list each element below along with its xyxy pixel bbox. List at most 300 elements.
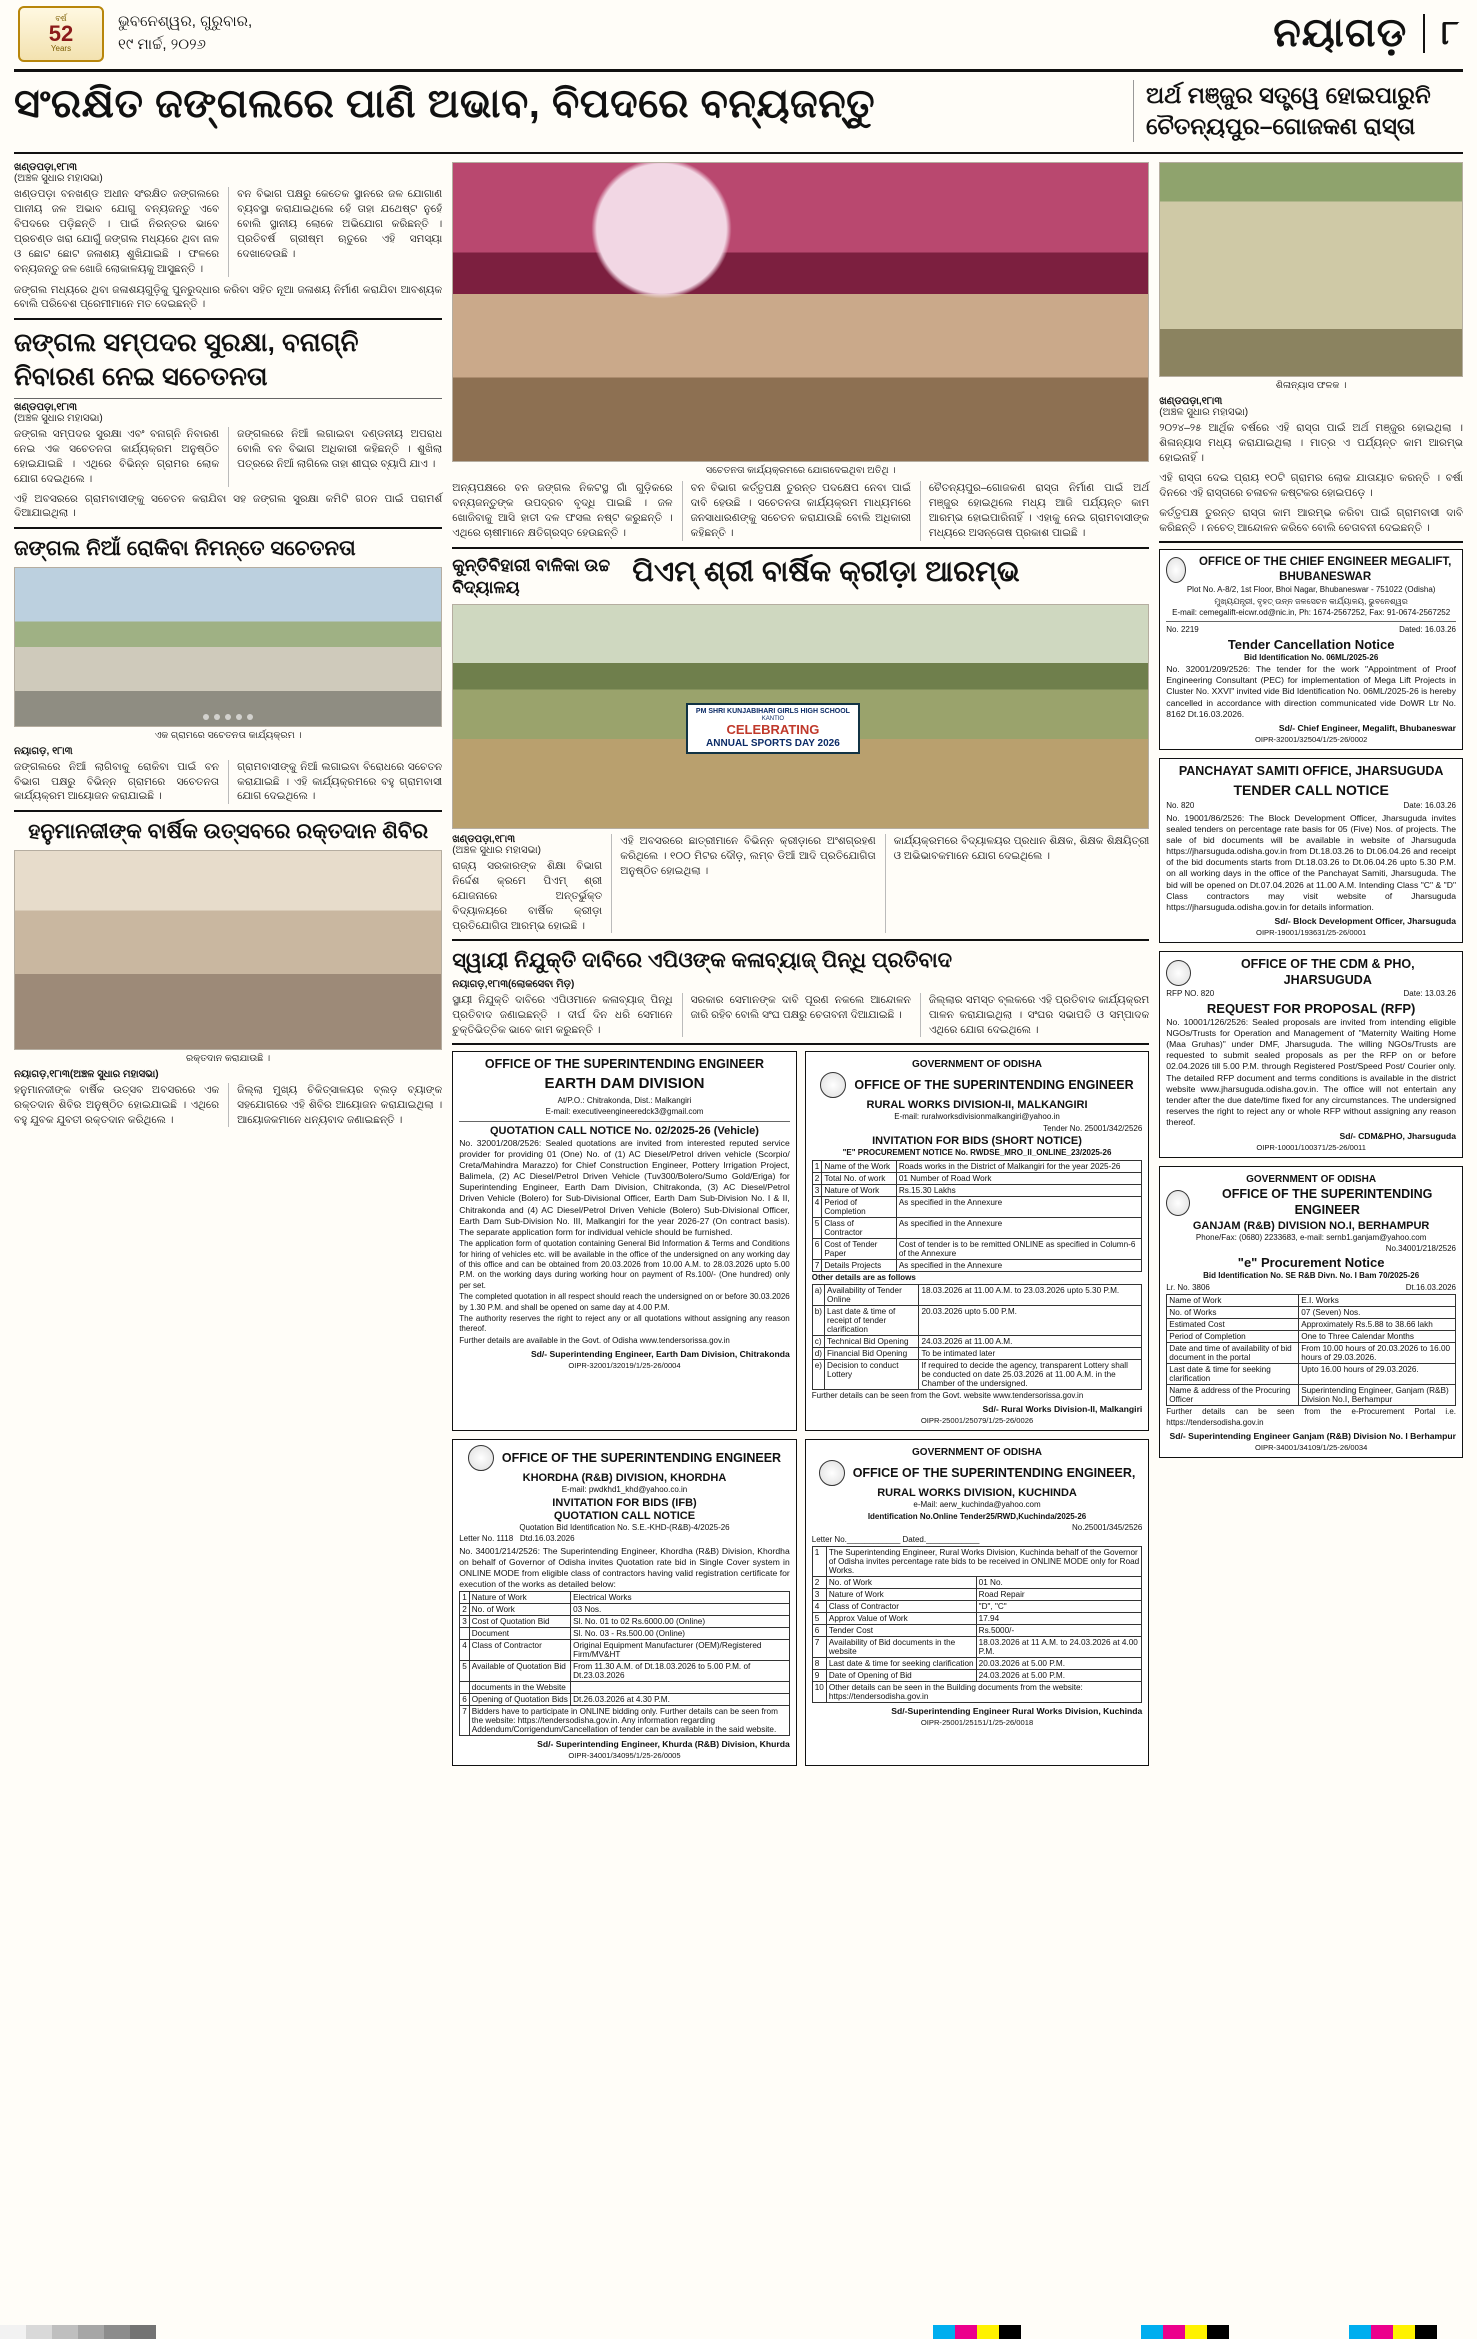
print-registration-bar <box>0 2317 1477 2339</box>
lead-cont-col-3: ଚୈତନ୍ୟପୁର–ଗୋଜକଣ ରାସ୍ତା ନିର୍ମାଣ ପାଇଁ ଅର୍ଥ ମଞ୍ଜୁର ହୋଇଥିଲେ ମଧ୍ୟ ଆଜି ପର୍ଯ୍ୟନ୍ତ କାମ ଆରମ୍ଭ ହୋଇପାରିନାହିଁ । ଏହାକୁ ନେଇ ଗ୍ରାମବାସୀଙ୍କ ମଧ୍ୟରେ ଅସନ୍ତୋଷ ପ୍ରକାଶ ପାଇଛି । <box>920 481 1149 541</box>
ganjam-subtitle: GANJAM (R&B) DIVISION NO.I, BERHAMPUR <box>1192 1219 1430 1232</box>
divider <box>452 547 1149 549</box>
cdm-pho-title: OFFICE OF THE CDM & PHO, JHARSUGUDA <box>1240 957 1415 987</box>
cell: a) <box>812 1285 824 1306</box>
divider <box>1166 621 1456 622</box>
fire-story-columns <box>14 760 442 805</box>
cell <box>460 1682 470 1694</box>
cell: 1 <box>460 1592 470 1604</box>
masthead-date: ୧୯ ମାର୍ଚ୍ଚ, ୨୦୨୬ <box>118 35 206 53</box>
megalift-no: No. 2219 <box>1166 625 1199 635</box>
cell: 3 <box>460 1616 470 1628</box>
divider <box>1159 541 1463 543</box>
road-col-1: ୨୦୨୪–୨୫ ଆର୍ଥିକ ବର୍ଷରେ ଏହି ରାସ୍ତା ପାଇଁ ଅର୍ଥ ମଞ୍ଜୁର ହୋଇଥିଲା । ଶିଳାନ୍ୟାସ ମଧ୍ୟ କରାଯାଇଥିଲା । ମାତ୍ର ଏ ପର୍ଯ୍ୟନ୍ତ କାମ ଆରମ୍ଭ ହୋଇନାହିଁ । <box>1159 422 1463 464</box>
edition-name: ନୟାଗଡ଼ <box>1273 11 1408 55</box>
ganjam-title: OFFICE OF THE SUPERINTENDING ENGINEER <box>1221 1187 1433 1218</box>
odisha-emblem-icon <box>820 1072 846 1098</box>
rwd-mkg-heading: INVITATION FOR BIDS (SHORT NOTICE) <box>872 1135 1082 1148</box>
sports-byline <box>452 834 602 856</box>
forest-story-columns <box>14 427 442 487</box>
cell: Class of Contractor <box>822 1217 897 1238</box>
blood-col-1: ହନୁମାନଜୀଙ୍କ ବାର୍ଷିକ ଉତ୍ସବ ଅବସରରେ ଏକ ରକ୍ତଦାନ ଶିବିର ଅନୁଷ୍ଠିତ ହୋଇଯାଇଛି । ଏଥିରେ ବହୁ ଯୁବକ ଯୁବତୀ ରକ୍ତଦାନ କରିଥିଲେ । <box>14 1083 220 1126</box>
cell: 07 (Seven) Nos. <box>1299 1307 1456 1319</box>
lead-byline <box>14 162 442 184</box>
sports-byline-block <box>452 834 602 934</box>
cell: 4 <box>460 1640 470 1661</box>
megalift-oipr: OIPR-32001/32504/1/25-26/0002 <box>1254 735 1368 744</box>
cell: Last date & time for seeking clarification <box>1167 1364 1299 1385</box>
left-column <box>14 162 442 1774</box>
cell: e) <box>812 1360 824 1390</box>
cell: Details Projects <box>822 1259 897 1271</box>
divider <box>459 1121 790 1122</box>
odisha-emblem-icon <box>819 1460 845 1486</box>
cell: 4 <box>812 1196 822 1217</box>
awareness-van-photo <box>14 567 442 727</box>
cdm-pho-date: Date: 13.03.26 <box>1403 989 1456 999</box>
divider <box>14 527 442 529</box>
cell: Period of Completion <box>822 1196 897 1217</box>
cell: 6 <box>460 1694 470 1706</box>
blood-byline-place: ନୟାଗଡ଼,୧୮ା୩(ଅଞ୍ଚଳ ସୁଧାର ମହାସଭା) <box>14 1068 159 1080</box>
divider <box>14 398 442 399</box>
cell: Rs.15.30 Lakhs <box>896 1184 1141 1196</box>
cell: Upto 16.00 hours of 29.03.2026. <box>1299 1364 1456 1385</box>
kuchinda-table <box>812 1546 1143 1703</box>
earth-dam-subtitle: EARTH DAM DIVISION <box>544 1075 705 1093</box>
aptc-col-3: ଜିଲ୍ଲାର ସମସ୍ତ ବ୍ଲକରେ ଏହି ପ୍ରତିବାଦ କାର୍ଯ୍ୟକ୍ରମ ପାଳନ କରାଯାଇଥିଲା । ସଂଘର ସଭାପତି ଓ ସମ୍ପାଦକ ଏଥିରେ ଯୋଗ ଦେଇଥିଲେ । <box>920 993 1149 1038</box>
cell: As specified in the Annexure <box>896 1217 1141 1238</box>
sports-banner-line2: KANTIO <box>761 716 785 723</box>
cell: 17.94 <box>976 1612 1142 1624</box>
kuchinda-title: OFFICE OF THE SUPERINTENDING ENGINEER, <box>852 1465 1136 1480</box>
ganjam-head <box>1166 1187 1456 1218</box>
cdm-pho-oipr: OIPR-10001/100371/25-26/0011 <box>1256 1143 1366 1153</box>
khordha-qid: Quotation Bid Identification No. S.E.-KHD-(R&B)-4/2025-26 <box>519 1522 730 1532</box>
lead-col-2: ବନ ବିଭାଗ ପକ୍ଷରୁ କେତେକ ସ୍ଥାନରେ ଜଳ ଯୋଗାଣ ବ୍ୟବସ୍ଥା କରାଯାଇଥିଲେ ହେଁ ତାହା ଯଥେଷ୍ଟ ନୁହେଁ ବୋଲି ସ୍ଥାନୀୟ ଲୋକେ ଅଭିଯୋଗ କରିଛନ୍ତି । ପ୍ରତିବର୍ଷ ଗ୍ରୀଷ୍ମ ଋତୁରେ ଏହି ସମସ୍ୟା ଦେଖାଦେଉଛି । <box>228 187 442 276</box>
blood-story-columns <box>14 1083 442 1128</box>
sports-headline-row <box>452 555 1149 599</box>
cell: b) <box>812 1306 824 1336</box>
sports-story-columns <box>452 834 1149 934</box>
megalift-head <box>1166 555 1456 584</box>
earth-dam-title: OFFICE OF THE SUPERINTENDING ENGINEER <box>484 1057 765 1072</box>
sports-byline-source: (ଅଞ୍ଚଳ ସୁଧାର ମହାସଭା) <box>452 844 541 856</box>
jharsuguda-oipr: OIPR-19001/193631/25-26/0001 <box>1256 928 1367 938</box>
anniversary-badge <box>18 6 104 62</box>
awareness-van-caption: ଏକ ଗ୍ରାମରେ ସଚେତନତା କାର୍ଯ୍ୟକ୍ରମ । <box>154 729 302 741</box>
divider <box>14 318 442 320</box>
aptc-col-2: ସରକାର ସେମାନଙ୍କ ଦାବି ପୂରଣ ନକଲେ ଆନ୍ଦୋଳନ ଜାରି ରହିବ ବୋଲି ସଂଘ ପକ୍ଷରୁ ଚେତାବନୀ ଦିଆଯାଇଛି । <box>682 993 911 1038</box>
cell: 3 <box>812 1588 826 1600</box>
cell: Cost of Tender Paper <box>822 1238 897 1259</box>
fire-col-2: ଗ୍ରାମବାସୀଙ୍କୁ ନିଆଁ ଲଗାଇବା ବିରୋଧରେ ସଚେତନ କରାଯାଇଛି । ଏହି କାର୍ଯ୍ୟକ୍ରମରେ ବହୁ ଗ୍ରାମବାସୀ ଯୋଗ ଦେଇଥିଲେ । <box>228 760 442 805</box>
khordha-table <box>459 1591 790 1736</box>
blood-byline <box>14 1069 442 1080</box>
cell: 01 No. <box>976 1576 1142 1588</box>
cell: Other details can be seen in the Building documents from the website: https://tendersodisha.gov.in <box>826 1681 1141 1702</box>
khordha-head <box>459 1445 790 1471</box>
page-number: ୮ <box>1423 14 1459 53</box>
ganjam-tender-no: No.34001/218/2526 <box>1385 1244 1456 1254</box>
cell: Last date & time of receipt of tender clarification <box>825 1306 919 1336</box>
photo-people <box>15 714 441 720</box>
lead-byline-source: (ଅଞ୍ଚଳ ସୁଧାର ମହାସଭା) <box>14 173 103 185</box>
earth-dam-signature: Sd/- Superintending Engineer, Earth Dam Division, Chitrakonda <box>530 1349 790 1360</box>
ganjam-lr-no: Lr. No. 3806 <box>1166 1282 1210 1292</box>
ganjam-footer: Further details can be seen from the e-Procurement Portal i.e. https://tendersodisha.gov.in <box>1166 1407 1456 1427</box>
cell: 18.03.2026 at 11.00 A.M. to 23.03.2026 upto 5.30 P.M. <box>919 1285 1142 1306</box>
cell: 7 <box>460 1706 470 1736</box>
notice-megalift[interactable] <box>1159 549 1463 750</box>
blood-donation-caption: ରକ୍ତଦାନ କରାଯାଉଛି । <box>186 1052 271 1064</box>
odisha-emblem-icon <box>1166 1190 1190 1216</box>
sports-banner-line3: CELEBRATING <box>726 721 820 737</box>
jharsuguda-signature: Sd/- Block Development Officer, Jharsuguda <box>1274 916 1456 927</box>
khordha-body: No. 34001/214/2526: The Superintending Engineer, Khordha (R&B) Division, Khordha on behalf of Governor of Odisha invites Quotation rate bid in Single Cover system in ONLINE MODE from eligible class of contractors having valid registration certificate for execution of the works as detailed below: <box>459 1545 790 1590</box>
road-byline-place: ଖଣ୍ଡପଡ଼ା,୧୮ା୩ <box>1159 396 1223 408</box>
notice-row-1 <box>452 1051 1149 1439</box>
meeting-photo <box>452 162 1149 462</box>
lead-cont-col-2: ବନ ବିଭାଗ କର୍ତ୍ତୃପକ୍ଷ ତୁରନ୍ତ ପଦକ୍ଷେପ ନେବା ପାଇଁ ଦାବି ହେଉଛି । ସଚେତନତା କାର୍ଯ୍ୟକ୍ରମ ମାଧ୍ୟମରେ ଜନସାଧାରଣଙ୍କୁ ସଚେତନ କରାଯାଉଛି ବୋଲି ଅଧିକାରୀ କହିଛନ୍ତି । <box>682 481 911 541</box>
odisha-emblem-icon <box>1166 960 1191 986</box>
cell: 7 <box>812 1636 826 1657</box>
cell: documents in the Website <box>469 1682 570 1694</box>
rwd-mkg-title: OFFICE OF THE SUPERINTENDING ENGINEER <box>854 1077 1134 1092</box>
lead-col-3: ଜଙ୍ଗଲ ମଧ୍ୟରେ ଥିବା ଜଳାଶୟଗୁଡ଼ିକୁ ପୁନରୁଦ୍ଧାର କରିବା ସହିତ ନୂଆ ଜଳାଶୟ ନିର୍ମାଣ କରାଯିବା ଆବଶ୍ୟକ ବୋଲି ପରିବେଶ ପ୍ରେମୀମାନେ ମତ ଦେଇଛନ୍ତି । <box>14 283 443 311</box>
khordha-title: OFFICE OF THE SUPERINTENDING ENGINEER <box>501 1450 782 1465</box>
headline-row <box>14 72 1463 154</box>
rwd-mkg-subtitle: RURAL WORKS DIVISION-II, MALKANGIRI <box>866 1099 1088 1112</box>
color-patch-group-1 <box>933 2325 1021 2339</box>
aptc-title: ସ୍ୱାୟୀ ନିଯୁକ୍ତି ଦାବିରେ ଏପିଓଙ୍କ କଳାବ୍ୟାଜ୍ ପିନ୍ଧି ପ୍ରତିବାଦ <box>452 949 953 973</box>
foundation-stone-photo <box>1159 162 1463 377</box>
cell: 24.03.2026 at 11.00 A.M. <box>919 1336 1142 1348</box>
masthead <box>14 0 1463 72</box>
cell: 1 <box>812 1160 822 1172</box>
jharsuguda-heading: TENDER CALL NOTICE <box>1233 781 1389 798</box>
khordha-letter-no: Letter No. 1118 <box>459 1534 514 1544</box>
cell: Name of Work <box>1167 1295 1299 1307</box>
cdm-pho-body: No. 10001/126/2526: Sealed proposals are invited from intending eligible NGOs/Trusts for Operation and Management of "Maternity Waiting Home (Maa Gruhas)" under DMF, Jharsuguda. The willing NGOs/Trusts are requested to submit sealed proposals as per the RFP on or before 02.04.2026 till 5.00 P.M. through Registered Post/Speed Post/ Courier only. The detailed RFP document and terms conditions is available in the district website www.jharsuguda.odisha.gov.in. The office will not entertain any tender after the due date/time fixed for any circumstances. The undersigned reserves the right to reject any or whole RFP without assigning any reason thereof. <box>1166 1016 1456 1128</box>
page-body <box>14 162 1463 1774</box>
cell: Technical Bid Opening <box>825 1336 919 1348</box>
cell: Roads works in the District of Malkangiri for the year 2025-26 <box>896 1160 1141 1172</box>
cell: Electrical Works <box>571 1592 790 1604</box>
forest-protection-title: ଜଙ୍ଗଲ ସମ୍ପଦର ସୁରକ୍ଷା, ବନାଗ୍ନି ନିବାରଣ ନେଇ ସଚେତନତା <box>14 327 359 392</box>
cell: Decision to conduct Lottery <box>825 1360 919 1390</box>
rwd-mkg-table <box>812 1160 1143 1272</box>
cell: Class of Contractor <box>826 1600 976 1612</box>
divider <box>452 939 1149 941</box>
cell: Period of Completion <box>1167 1331 1299 1343</box>
lead-byline-place: ଖଣ୍ଡପଡ଼ା,୧୮ା୩ <box>14 162 77 174</box>
kuchinda-letter-no: Letter No.____________ Dated.____________ <box>811 1534 980 1544</box>
sports-col-2: ଏହି ଅବସରରେ ଛାତ୍ରୀମାନେ ବିଭିନ୍ନ କ୍ରୀଡ଼ାରେ ଅଂଶଗ୍ରହଣ କରିଥିଲେ । ୧୦୦ ମିଟର ଦୌଡ଼, ଲମ୍ବ ଡିଆଁ ଆଦି ପ୍ରତିଯୋଗିତା ଅନୁଷ୍ଠିତ ହୋଇଥିଲା । <box>611 834 876 934</box>
megalift-address: Plot No. A-8/2, 1st Floor, Bhoi Nagar, Bhubaneswar - 751022 (Odisha) <box>1186 585 1436 595</box>
kuchinda-govt: GOVERNMENT OF ODISHA <box>912 1447 1043 1459</box>
cell: Dt.26.03.2026 at 4.30 P.M. <box>571 1694 790 1706</box>
cell: 1 <box>812 1546 826 1576</box>
aptc-story-columns <box>452 993 1149 1038</box>
khordha-heading: INVITATION FOR BIDS (IFB) <box>552 1496 697 1509</box>
odisha-emblem-icon <box>468 1445 494 1471</box>
ganjam-govt: GOVERNMENT OF ODISHA <box>1246 1174 1377 1186</box>
cell: 2 <box>812 1172 822 1184</box>
cell: Document <box>469 1628 570 1640</box>
fire-col-1: ଜଙ୍ଗଲରେ ନିଆଁ ଲାଗିବାକୁ ରୋକିବା ପାଇଁ ବନ ବିଭାଗ ପକ୍ଷରୁ ବିଭିନ୍ନ ଗ୍ରାମରେ ସଚେତନତା କାର୍ଯ୍ୟକ୍ରମ ଆୟୋଜନ କରାଯାଇଛି । <box>14 760 220 803</box>
masthead-place: ଭୁବନେଶ୍ୱର, ଗୁରୁବାର, <box>118 13 253 30</box>
sports-col-3: କାର୍ଯ୍ୟକ୍ରମରେ ବିଦ୍ୟାଳୟର ପ୍ରଧାନ ଶିକ୍ଷକ, ଶିକ୍ଷକ ଶିକ୍ଷୟିତ୍ରୀ ଓ ଅଭିଭାବକମାନେ ଯୋଗ ଦେଇଥିଲେ । <box>885 834 1150 934</box>
cell: If required to decide the agency, transparent Lottery shall be conducted on date 25.03.2026 at 11.00 A.M. in the Chamber of the undersigned. <box>919 1360 1142 1390</box>
cdm-pho-signature: Sd/- CDM&PHO, Jharsuguda <box>1339 1131 1456 1142</box>
cell: E.I. Works <box>1299 1295 1456 1307</box>
sports-banner <box>686 703 860 754</box>
cell: No. of Work <box>469 1604 570 1616</box>
notice-row-2 <box>452 1439 1149 1774</box>
cell: 20.03.2026 upto 5.00 P.M. <box>919 1306 1142 1336</box>
kuchinda-oipr: OIPR-25001/25151/1/25-26/0018 <box>920 1717 1034 1727</box>
notice-cdm-pho[interactable] <box>1159 951 1463 1158</box>
sports-banner-line1: PM SHRI KUNJABIHARI GIRLS HIGH SCHOOL <box>695 708 850 716</box>
rwd-mkg-tender-no: Tender No. 25001/342/2526 <box>1043 1123 1143 1133</box>
cell: Opening of Quotation Bids <box>469 1694 570 1706</box>
aptc-byline <box>452 979 1149 990</box>
rwd-mkg-details-table <box>812 1284 1143 1390</box>
cell: Sl. No. 03 - Rs.500.00 (Online) <box>571 1628 790 1640</box>
rwd-mkg-govt: GOVERNMENT OF ODISHA <box>912 1059 1043 1071</box>
cell: Availability of Tender Online <box>825 1285 919 1306</box>
road-col-2: ଏହି ରାସ୍ତା ଦେଇ ପ୍ରାୟ ୧୦ଟି ଗ୍ରାମର ଲୋକ ଯାତାୟାତ କରନ୍ତି । ବର୍ଷା ଦିନରେ ଏହି ରାସ୍ତାରେ ଚଳାଚଳ କଷ୍ଟକର ହୋଇପଡ଼େ । <box>1159 471 1463 499</box>
earth-dam-item-3: The authority reserves the right to reject any or all quotations without assigning any reason thereof. <box>459 1313 790 1334</box>
middle-column <box>452 162 1149 1774</box>
cell: Date and time of availability of bid document in the portal <box>1167 1343 1299 1364</box>
forest-col-1: ଜଙ୍ଗଲ ସମ୍ପଦର ସୁରକ୍ଷା ଏବଂ ବନାଗ୍ନି ନିବାରଣ ନେଇ ଏକ ସଚେତନତା କାର୍ଯ୍ୟକ୍ରମ ଅନୁଷ୍ଠିତ ହୋଇଯାଇଛି । ଏଥିରେ ବିଭିନ୍ନ ଗ୍ରାମର ଲୋକ ଯୋଗ ଦେଇଥିଲେ । <box>14 427 220 485</box>
earth-dam-oipr: OIPR-32001/32019/1/25-26/0004 <box>568 1361 681 1371</box>
khordha-letter-date: Dtd.16.03.2026 <box>519 1534 575 1544</box>
sports-col-1: ରାଜ୍ୟ ସରକାରଙ୍କ ଶିକ୍ଷା ବିଭାଗ ନିର୍ଦ୍ଦେଶ କ୍ରମେ ପିଏମ୍ ଶ୍ରୀ ଯୋଜନାରେ ଅନ୍ତର୍ଭୁକ୍ତ ବିଦ୍ୟାଳୟରେ ବାର୍ଷିକ କ୍ରୀଡ଼ା ପ୍ରତିଯୋଗିତା ଆରମ୍ଭ ହୋଇଛି । <box>452 859 603 932</box>
blood-col-2: ଜିଲ୍ଲା ମୁଖ୍ୟ ଚିକିତ୍ସାଳୟର ବ୍ଲଡ଼ ବ୍ୟାଙ୍କ ସହଯୋଗରେ ଏହି ଶିବିର ଆୟୋଜନ କରାଯାଇଥିଲା । ଆୟୋଜକମାନେ ଧନ୍ୟବାଦ ଜଣାଇଛନ୍ତି । <box>228 1083 442 1128</box>
earth-dam-item-4: Further details are available in the Govt. of Odisha www.tendersorissa.gov.in <box>459 1335 730 1345</box>
forest-byline-source: (ଅଞ୍ଚଳ ସୁଧାର ମହାସଭା) <box>14 412 103 424</box>
jharsuguda-no: No. 820 <box>1166 801 1195 811</box>
cell: 18.03.2026 at 11 A.M. to 24.03.2026 at 4.00 P.M. <box>976 1636 1142 1657</box>
color-patch-group-2 <box>1141 2325 1229 2339</box>
cell: The Superintending Engineer, Rural Works Division, Kuchinda behalf of the Governor of Odisha invites percentage rate bids to be received in ONLINE MODE only for Road Works. <box>826 1546 1141 1576</box>
cell: 01 Number of Road Work <box>896 1172 1141 1184</box>
jharsuguda-title: PANCHAYAT SAMITI OFFICE, JHARSUGUDA <box>1178 764 1444 778</box>
odisha-emblem-icon <box>1166 557 1186 583</box>
cell: 5 <box>812 1612 826 1624</box>
cell: Sl. No. 01 to 02 Rs.6000.00 (Online) <box>571 1616 790 1628</box>
fire-byline-place: ନୟାଗଡ଼, ୧୮ା୩ <box>14 745 73 757</box>
megalift-body: No. 32001/209/2526: The tender for the work "Appointment of Proof Engineering Consultant (PEC) for implementation of Mega Lift Projects in Cluster No. XXVI" invited vide Bid Identification No. 06ML/2025-26 is hereby cancelled in accordance with direction communicated vide DoWR Ltr No. 8162 Dt.16.03.2026. <box>1166 664 1456 719</box>
cell: Class of Contractor <box>469 1640 570 1661</box>
color-patch-group-3 <box>1349 2325 1437 2339</box>
grey-scale-strip <box>0 2325 156 2339</box>
cell: Total No. of work <box>822 1172 897 1184</box>
notice-earth-dam[interactable] <box>452 1051 797 1431</box>
cdm-pho-rfp-no: RFP NO. 820 <box>1166 989 1215 999</box>
forest-col-3: ଏହି ଅବସରରେ ଗ୍ରାମବାସୀଙ୍କୁ ସଚେତନ କରାଯିବା ସହ ଜଙ୍ଗଲ ସୁରକ୍ଷା କମିଟି ଗଠନ ପାଇଁ ପରାମର୍ଶ ଦିଆଯାଇଥିଲା । <box>14 492 443 520</box>
earth-dam-email: E-mail: executiveengineeredck3@gmail.com <box>545 1107 704 1117</box>
ganjam-table <box>1166 1294 1456 1406</box>
meeting-photo-caption: ସଚେତନତା କାର୍ଯ୍ୟକ୍ରମରେ ଯୋଗଦେଇଥିବା ଅତିଥି । <box>705 465 896 477</box>
masthead-place-date <box>118 11 252 56</box>
fire-awareness-title: ଜଙ୍ଗଲ ନିଆଁ ରୋକିବା ନିମନ୍ତେ ସଚେତନତା <box>14 537 356 561</box>
cell: Financial Bid Opening <box>825 1348 919 1360</box>
masthead-left <box>18 6 252 62</box>
cell: Superintending Engineer, Ganjam (R&B) Division No.I, Berhampur <box>1299 1385 1456 1406</box>
anniversary-top-label: ବର୍ଷ <box>55 13 67 23</box>
cell: 6 <box>812 1624 826 1636</box>
cell: 03 Nos. <box>571 1604 790 1616</box>
notice-rwd-malkangiri[interactable] <box>805 1051 1150 1431</box>
anniversary-number: 52 <box>48 20 74 46</box>
cell: Road Repair <box>976 1588 1142 1600</box>
earth-dam-item-2: The completed quotation in all respect should reach the undersigned on or before 30.03.2026 by 1.30 P.M. and shall be opened on same day at 4.00 P.M. <box>459 1292 790 1312</box>
lead-col-1: ଖଣ୍ଡପଡ଼ା ବନଖଣ୍ଡ ଅଧୀନ ସଂରକ୍ଷିତ ଜଙ୍ଗଲରେ ପାନୀୟ ଜଳ ଅଭାବ ଯୋଗୁ ବନ୍ୟଜନ୍ତୁ ଏବେ ବିପଦରେ ପଡ଼ିଛନ୍ତି । ପାଇଁ ନିରନ୍ତର ଭାବେ ପ୍ରଚଣ୍ଡ ଖରା ଯୋଗୁଁ ଜଙ୍ଗଲ ମଧ୍ୟରେ ଥିବା ନାଳ ଓ ଛୋଟ ଛୋଟ ଜଳାଶୟ ଶୁଖିଯାଇଛି । ଫଳରେ ବନ୍ୟଜନ୍ତୁ ଜଳ ଖୋଜି ଲୋକାଳୟକୁ ଆସୁଛନ୍ତି । <box>14 188 220 275</box>
megalift-date: Dated: 16.03.26 <box>1399 625 1456 635</box>
ganjam-signature: Sd/- Superintending Engineer Ganjam (R&B) Division No. I Berhampur <box>1169 1431 1456 1442</box>
rwd-mkg-details-title: Other details are as follows <box>811 1272 916 1282</box>
sports-title: ପିଏମ୍ ଶ୍ରୀ ବାର୍ଷିକ କ୍ରୀଡ଼ା ଆରମ୍ଭ <box>632 555 1020 588</box>
right-column <box>1159 162 1463 1774</box>
rwd-mkg-footer: Further details can be seen from the Govt. website www.tendersorissa.gov.in <box>811 1391 1084 1401</box>
sports-school-label: କୁନ୍ତିବିହାରୀ ବାଳିକା ଉଚ୍ଚ ବିଦ୍ୟାଳୟ <box>452 555 611 597</box>
cell: 20.03.2026 at 5.00 P.M. <box>976 1657 1142 1669</box>
cell: From 11.30 A.M. of Dt.18.03.2026 to 5.00 P.M. of Dt.23.03.2026 <box>571 1661 790 1682</box>
cell: Approx Value of Work <box>826 1612 976 1624</box>
cell: 24.03.2026 at 5.00 P.M. <box>976 1669 1142 1681</box>
cell: "D", "C" <box>976 1600 1142 1612</box>
aptc-byline-place: ନୟାଗଡ଼,୧୮ା୩(ଲୋକସେବା ମିଡ଼) <box>452 978 575 990</box>
megalift-signature: Sd/- Chief Engineer, Megalift, Bhubaneswar <box>1278 723 1456 733</box>
ganjam-heading: "e" Procurement Notice <box>1237 1255 1385 1271</box>
cell: Date of Opening of Bid <box>826 1669 976 1681</box>
rwd-mkg-subheading: "E" PROCUREMENT NOTICE No. RWDSE_MRO_II_ONLINE_23/2025-26 <box>842 1148 1112 1158</box>
ganjam-bid-id: Bid Identification No. SE R&B Divn. No. I Bam 70/2025-26 <box>1203 1271 1420 1281</box>
cell: Approximately Rs.5.88 to 38.66 lakh <box>1299 1319 1456 1331</box>
cell: 2 <box>812 1576 826 1588</box>
cell: Cost of tender is to be remitted ONLINE as specified in Column-6 of the Annexure <box>896 1238 1141 1259</box>
forest-col-2: ଜଙ୍ଗଲରେ ନିଆଁ ଲଗାଇବା ଦଣ୍ଡନୀୟ ଅପରାଧ ବୋଲି ବନ ବିଭାଗ ଅଧିକାରୀ କହିଛନ୍ତି । ଶୁଖିଲା ପତ୍ରରେ ନିଆଁ ଲାଗିଲେ ତାହା ଶୀଘ୍ର ବ୍ୟାପି ଯାଏ । <box>228 427 442 487</box>
cell: Rs.5000/- <box>976 1624 1142 1636</box>
cell: Available of Quotation Bid <box>469 1661 570 1682</box>
jharsuguda-date: Date: 16.03.26 <box>1403 801 1456 811</box>
cell: 6 <box>812 1238 822 1259</box>
lead-headline: ସଂରକ୍ଷିତ ଜଙ୍ଗଲରେ ପାଣି ଅଭାବ, ବିପଦରେ ବନ୍ୟଜନ୍ତୁ <box>14 82 876 126</box>
kuchinda-idline: Identification No.Online Tender25/RWD,Kuchinda/2025-26 <box>867 1511 1087 1521</box>
khordha-oipr: OIPR-34001/34095/1/25-26/0005 <box>568 1751 681 1761</box>
kuchinda-signature: Sd/-Superintending Engineer Rural Works Division, Kuchinda <box>891 1705 1143 1716</box>
notice-kuchinda[interactable] <box>805 1439 1150 1766</box>
cell: As specified in the Annexure <box>896 1196 1141 1217</box>
foundation-stone-caption: ଶିଳାନ୍ୟାସ ଫଳକ । <box>1275 380 1347 392</box>
cdm-pho-heading: REQUEST FOR PROPOSAL (RFP) <box>1206 1000 1416 1016</box>
road-byline-source: (ଅଞ୍ଚଳ ସୁଧାର ମହାସଭା) <box>1159 407 1249 419</box>
cell: Nature of Work <box>826 1588 976 1600</box>
cell: 4 <box>812 1600 826 1612</box>
cell: Estimated Cost <box>1167 1319 1299 1331</box>
ganjam-oipr: OIPR-34001/34109/1/25-26/0034 <box>1254 1443 1368 1453</box>
cell: Last date & time for seeking clarification <box>826 1657 976 1669</box>
cell: 7 <box>812 1259 822 1271</box>
blood-donation-title: ହନୁମାନଜୀଙ୍କ ବାର୍ଷିକ ଉତ୍ସବରେ ରକ୍ତଦାନ ଶିବିର <box>28 820 429 844</box>
earth-dam-item-1: The application form of quotation containing General Bid Information & Terms and Conditions for hiring of vehicles etc. will be available in the office of the undersigned on any working day of this office and can be obtained from 20.03.2026 from 10.00 A.M. to 28.03.2026 upto 5.00 P.M. on the working days during working hour on payment of Rs.100/- (One hundred) only per set. <box>459 1239 790 1290</box>
cell: 2 <box>460 1604 470 1616</box>
cell: As specified in the Annexure <box>896 1259 1141 1271</box>
khordha-heading2: QUOTATION CALL NOTICE <box>553 1509 696 1522</box>
jharsuguda-body: No. 19001/86/2526: The Block Development Officer, Jharsuguda invites sealed tenders on percentage rate basis for 05 (Five) Nos. of projects. The sale of bid documents will be available in website of Jharsuguda https://jharsuguda.odisha.gov.in from Dt.18.03.26 to Dt.06.04.26 and receipt of the bid documents starts from Dt.18.03.26 to Dt.06.04.26 upto 5.30 P.M. on all working days in the office of the Panchayat Samiti, Jharsuguda. The bid will be opened on Dt.07.04.2026 at 11.00 A.M. Intending Class "C" & "D" Class contractors may visit website of Jharsuguda https://jharsuguda.odisha.gov.in for details information. <box>1166 812 1456 912</box>
notice-khordha[interactable] <box>452 1439 797 1766</box>
rwd-mkg-signature: Sd/- Rural Works Division-II, Malkangiri <box>982 1404 1143 1415</box>
cell: From 10.00 hours of 20.03.2026 to 16.00 hours of 29.03.2026. <box>1299 1343 1456 1364</box>
cell <box>571 1682 790 1694</box>
lead-story-columns <box>14 187 442 276</box>
cell: Nature of Work <box>822 1184 897 1196</box>
kuchinda-head <box>812 1460 1143 1486</box>
ganjam-date: Dt.16.03.2026 <box>1405 1282 1456 1292</box>
earth-dam-heading: QUOTATION CALL NOTICE No. 02/2025-26 (Vehicle) <box>490 1124 759 1137</box>
cell: No. of Work <box>826 1576 976 1588</box>
cell: 3 <box>812 1184 822 1196</box>
rwd-mkg-head <box>812 1072 1143 1098</box>
sports-banner-line4: ANNUAL SPORTS DAY 2026 <box>706 737 840 749</box>
anniversary-years-label: Years <box>50 43 72 53</box>
kuchinda-subtitle: RURAL WORKS DIVISION, KUCHINDA <box>877 1487 1077 1500</box>
side-headline-block <box>1133 80 1463 142</box>
notice-jharsuguda-tender[interactable] <box>1159 758 1463 943</box>
megalift-email: E-mail: cemegalift-eicwr.od@nic.in, Ph: 1674-2567252, Fax: 91-0674-2567252 <box>1172 607 1451 617</box>
cell: Bidders have to participate in ONLINE bidding only. Further details can be seen from the website: https://tendersodisha.gov.in. Any information regarding Addendum/Corrigendum/Cancellation of tender can be available in the said website. <box>469 1706 789 1736</box>
cell: c) <box>812 1336 824 1348</box>
cell: No. of Works <box>1167 1307 1299 1319</box>
cell: To be intimated later <box>919 1348 1142 1360</box>
divider <box>452 1043 1149 1045</box>
rwd-mkg-email: E-mail: ruralworksdivisionmalkangiri@yahoo.in <box>894 1112 1060 1122</box>
cell: 5 <box>460 1661 470 1682</box>
cell: Availability of Bid documents in the website <box>826 1636 976 1657</box>
cell: 10 <box>812 1681 826 1702</box>
cell: Original Equipment Manufacturer (OEM)/Registered Firm/MV&HT <box>571 1640 790 1661</box>
cell: Name & address of the Procuring Officer <box>1167 1385 1299 1406</box>
cdm-pho-head <box>1166 957 1456 988</box>
notice-ganjam-rb[interactable] <box>1159 1166 1463 1458</box>
divider <box>14 810 442 812</box>
earth-dam-body: No. 32001/208/2526: Sealed quotations are invited from interested reputed service provider for providing 01 (One) No. of (1) AC Diesel/Petrol driven vehicle (Scorpio/ Creta/Mahindra Marazzo) for Chief Construction Engineer, Pottery Irrigation Project, Balimela, (2) AC Diesel/Petrol Driven Vehicle (Tuv300/Bolero/Sumo Gold/Eriga) for Superintending Engineer, Earth Dam Division, Chitrakonda, (3) AC Diesel/Petrol Driven Vehicle (Bolero) for Sub-Divisional Officer, Earth Dam Sub-Division No. I & II, Chitrakonda and (4) AC Diesel/Petrol Driven Vehicle (Bolero) Sub-Divisional Officer, Earth Dam Sub-Division No. III, Malkangiri for the year 2026-27 (On contract basis). The separate application form for individual vehicle should be furnished. <box>459 1137 790 1237</box>
cell: d) <box>812 1348 824 1360</box>
lead-headline-block <box>14 80 1121 142</box>
khordha-subtitle: KHORDHA (R&B) DIVISION, KHORDHA <box>522 1472 727 1485</box>
cell: Name of the Work <box>822 1160 897 1172</box>
blood-donation-photo <box>14 850 442 1050</box>
kuchinda-email: e-Mail: aerw_kuchinda@yahoo.com <box>913 1500 1041 1510</box>
megalift-address-odia: ମୁଖ୍ୟଯନ୍ତ୍ରୀ, ବୃହତ୍ ଉନ୍ନ ଜଳସେଚନ କାର୍ଯ୍ୟାଳୟ, ଭୁବନେଶ୍ୱର <box>1214 596 1408 606</box>
side-headline: ଅର୍ଥ ମଞ୍ଜୁର ସତ୍ତ୍ୱେ ହୋଇପାରୁନି ଚୈତନ୍ୟପୁର–ଗୋଜକଣ ରାସ୍ତା <box>1146 82 1431 140</box>
khordha-signature: Sd/- Superintending Engineer, Khurda (R&B) Division, Khurda <box>537 1739 790 1750</box>
cell: 9 <box>812 1669 826 1681</box>
sports-photo <box>452 604 1149 829</box>
lead-cont-col-1: ଅନ୍ୟପକ୍ଷରେ ବନ ଜଙ୍ଗଲ ନିକଟସ୍ଥ ଗାଁ ଗୁଡ଼ିକରେ ବନ୍ୟଜନ୍ତୁଙ୍କ ଉପଦ୍ରବ ବୃଦ୍ଧି ପାଇଛି । ଜଳ ଖୋଜିବାକୁ ଆସି ହାତୀ ଦଳ ଫସଲ ନଷ୍ଟ କରୁଛନ୍ତି । ଏଥିରେ ଚାଷୀମାନେ କ୍ଷତିଗ୍ରସ୍ତ ହେଉଛନ୍ତି । <box>452 482 673 539</box>
sports-byline-place: ଖଣ୍ଡପଡ଼ା,୧୮ା୩ <box>452 833 516 845</box>
cell <box>460 1628 470 1640</box>
masthead-right <box>1273 11 1459 56</box>
road-byline <box>1159 396 1463 418</box>
aptc-col-1: ସ୍ଥାୟୀ ନିଯୁକ୍ତି ଦାବିରେ ଏପିଓମାନେ କଳାବ୍ୟାଜ୍ ପିନ୍ଧି ପ୍ରତିବାଦ ଜଣାଇଛନ୍ତି । ଦୀର୍ଘ ଦିନ ଧରି ସେମାନେ ଚୁକ୍ତିଭିତ୍ତିକ ଭାବେ କାମ କରୁଛନ୍ତି । <box>452 993 673 1036</box>
ganjam-phone: Phone/Fax: (0680) 2233683, e-mail: sernb1.ganjam@yahoo.com <box>1195 1232 1427 1242</box>
cell: Nature of Work <box>469 1592 570 1604</box>
